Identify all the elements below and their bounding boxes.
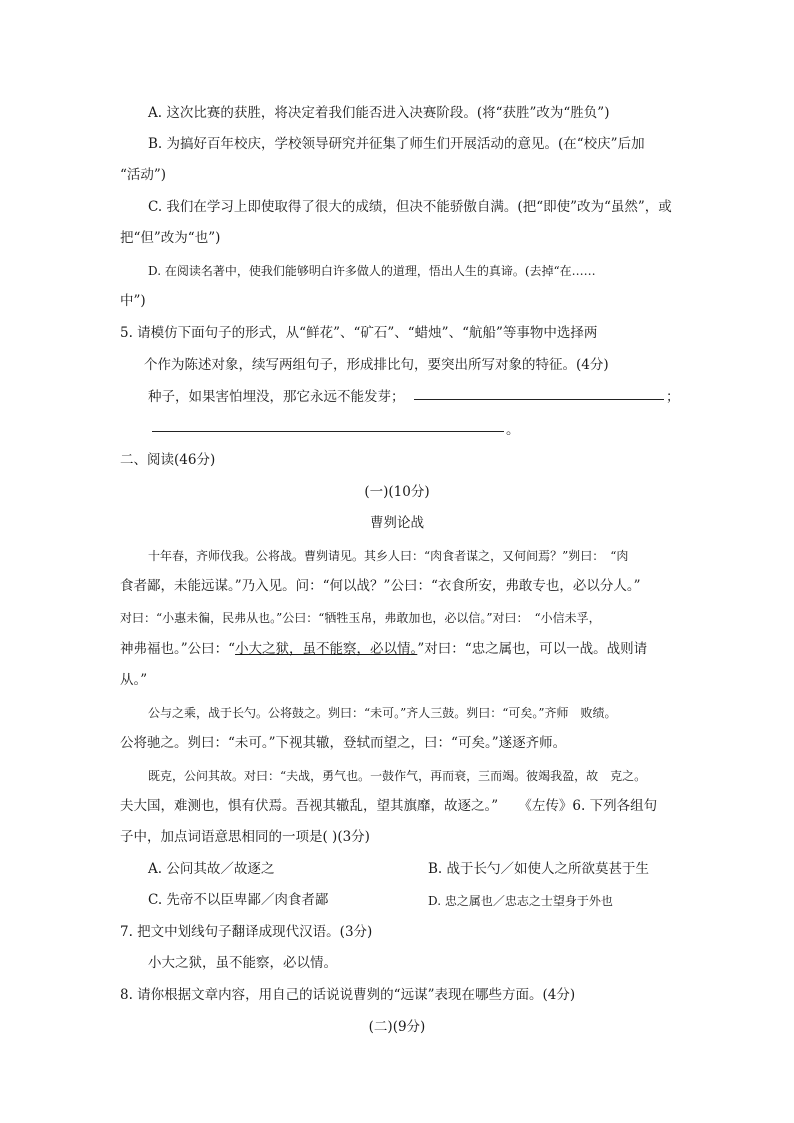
q5-example-sentence: 种子，如果害怕埋没，那它永远不能发芽； (148, 389, 405, 405)
passage-p1-line4-end: ”对曰：“忠之属也，可以一战。战则请 (417, 641, 648, 657)
section-heading: 二、阅读(46分) (120, 452, 216, 468)
underlined-sentence: 小大之狱，虽不能察，必以情。 (235, 641, 418, 657)
passage-title: 曹刿论战 (370, 515, 424, 531)
passage-p2-line2: 公将驰之。刿曰：“未可。”下视其辙，登轼而望之，曰：“可矣。”遂逐齐师。 (120, 735, 567, 751)
q4-option-c-line2: 把“但”改为“也”) (120, 230, 221, 246)
q4-option-c-line1: C. 我们在学习上即使取得了很大的成绩，但决不能骄傲自满。(把“即使”改为“虽然”，或 (148, 199, 672, 215)
q5-prompt-line1: 5. 请模仿下面句子的形式，从“鲜花”、“矿石”、“蜡烛”、“航船”等事物中选择两 (120, 325, 598, 341)
q6-option-a: A. 公问其故／故逐之 (148, 861, 275, 877)
q6-option-b: B. 战于长勺／如使人之所欲莫甚于生 (428, 861, 650, 877)
q4-option-a: A. 这次比赛的获胜，将决定着我们能否进入决赛阶段。(将“获胜”改为“胜负”) (148, 105, 610, 121)
passage-p1-line1: 十年春，齐师伐我。公将战。曹刿请见。其乡人曰：“肉食者谋之，又何间焉？”刿曰： “肉 (148, 549, 629, 563)
q5-answer-blank-1[interactable] (414, 387, 664, 405)
passage-p2-line1: 公与之乘，战于长勺。公将鼓之。刿曰：“未可。”齐人三鼓。刿曰：“可矣。”齐师 败绩。 (148, 706, 617, 720)
q5-semicolon: ； (666, 389, 680, 405)
part-one-heading: (一)(10分) (364, 484, 430, 500)
q5-period: 。 (506, 422, 520, 438)
q6-option-c: C. 先帝不以臣卑鄙／肉食者鄙 (148, 892, 329, 908)
q5-answer-blank-2[interactable] (152, 419, 504, 437)
q6-prompt: 子中，加点词语意思相同的一项是( )(3分) (120, 829, 370, 845)
passage-p1-line4 (120, 640, 647, 658)
passage-p1-line4-start: 神弗福也。”公曰：“ (120, 641, 236, 657)
q5-prompt-line2: 个作为陈述对象，续写两组句子，形成排比句，要突出所写对象的特征。(4分) (144, 357, 609, 373)
q4-option-b-line2: “活动”) (120, 167, 167, 183)
q4-option-b-line1: B. 为搞好百年校庆，学校领导研究并征集了师生们开展活动的意见。(在“校庆”后加 (148, 136, 645, 152)
q7-prompt: 7. 把文中划线句子翻译成现代汉语。(3分) (120, 924, 373, 940)
q7-sentence: 小大之狱，虽不能察，必以情。 (148, 955, 337, 971)
passage-p3-line1: 既克，公问其故。对曰：“夫战，勇气也。一鼓作气，再而衰，三而竭。彼竭我盈，故 克之。 (148, 769, 647, 783)
q4-option-d-line2: 中”) (120, 293, 146, 309)
q6-option-d: D. 忠之属也／忠志之士望身于外也 (428, 894, 613, 908)
q4-option-d-line1: D. 在阅读名著中，使我们能够明白许多做人的道理，悟出人生的真谛。(去掉“在…… (148, 264, 596, 278)
part-two-heading: (二)(9分) (368, 1019, 426, 1035)
passage-p1-line2: 食者鄙，未能远谋。”乃入见。问：“何以战？”公曰：“衣食所安，弗敢专也，必以分人。” (120, 578, 641, 594)
passage-p1-line3: 对曰：“小惠未徧，民弗从也。”公曰：“牺牲玉帛，弗敢加也，必以信。”对曰： “小信未孚， (120, 611, 601, 625)
passage-p1-line5: 从。” (120, 672, 148, 688)
passage-p3-line2: 夫大国，难测也，惧有伏焉。吾视其辙乱，望其旗靡，故逐之。” 《左传》6. 下列各组句 (120, 798, 658, 814)
q8-prompt: 8. 请你根据文章内容，用自己的话说说曹刿的“远谋”表现在哪些方面。(4分) (120, 987, 576, 1003)
